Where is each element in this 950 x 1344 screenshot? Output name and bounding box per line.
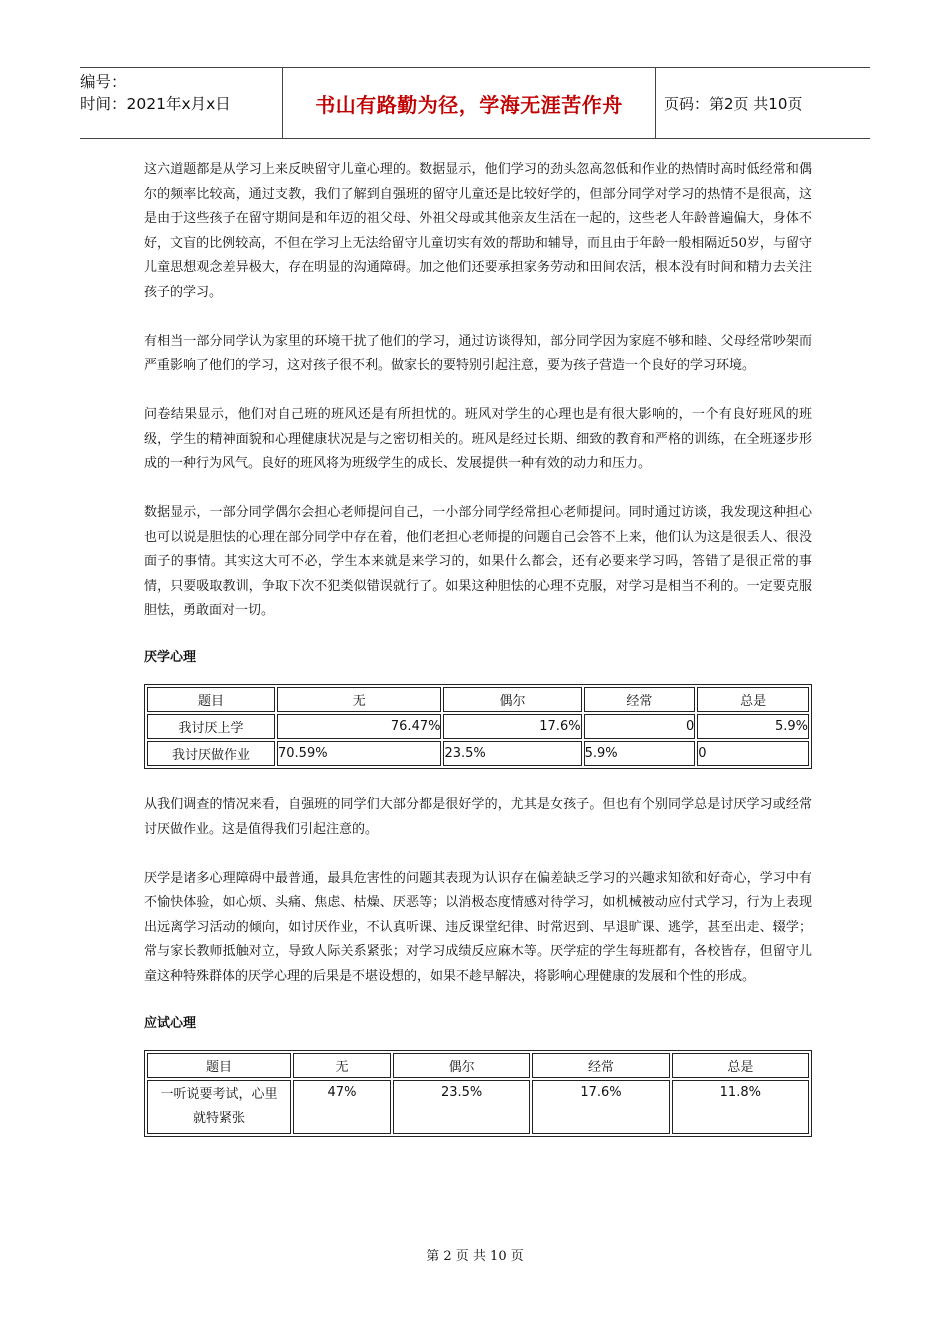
table-cell: 70.59% (277, 741, 441, 766)
table-header-row (147, 687, 809, 712)
table-cell-label: 我讨厌上学 (147, 714, 275, 739)
table-header-cell: 总是 (672, 1053, 809, 1078)
table-cell: 76.47% (277, 714, 441, 739)
table-cell: 23.5% (393, 1080, 530, 1134)
paragraph: 从我们调查的情况来看，自强班的同学们大部分都是很好学的，尤其是女孩子。但也有个别同学总是讨厌学习或经常讨厌做作业。这是值得我们引起注意的。 (144, 797, 812, 837)
table-cell: 5.9% (697, 714, 809, 739)
table-cell: 47% (293, 1080, 391, 1134)
section-title-exam-anxiety: 应试心理 (144, 1015, 197, 1031)
table-row (147, 714, 809, 739)
exam-anxiety-table (144, 1050, 812, 1137)
table-cell: 0 (697, 741, 809, 766)
table-header-cell: 无 (293, 1053, 391, 1078)
paragraph: 问卷结果显示，他们对自己班的班风还是有所担忧的。班风对学生的心理也是有很大影响的，一个有良好班风的班级，学生的精神面貌和心理健康状况是与之密切相关的。班风是经过长期、细致的教育和严格的训练，在全班逐步形成的一种行为风气。良好的班风将为班级学生的成长、发展提供一种有效的动力和压力。 (144, 407, 812, 471)
table-header-cell: 无 (277, 687, 441, 712)
table-row (147, 1080, 809, 1134)
document-body (144, 158, 812, 1161)
page-footer: 第 2 页 共 10 页 (426, 1249, 524, 1264)
document-number-label: 编号： (80, 73, 127, 91)
table-cell: 0 (584, 714, 696, 739)
table-cell: 5.9% (584, 741, 696, 766)
paragraph: 这六道题都是从学习上来反映留守儿童心理的。数据显示，他们学习的劲头忽高忽低和作业的热情时高时低经常和偶尔的频率比较高，通过支教，我们了解到自强班的留守儿童还是比较好学的，但部分同学对学习的热情不是很高，这是由于这些孩子在留守期间是和年迈的祖父母、外祖父母或其他亲友生活在一起的，这些老人年龄普遍偏大，身体不好，文盲的比例较高，不但在学习上无法给留守儿童切实有效的帮助和辅导，而且由于年龄一般相隔近50岁，与留守儿童思想观念差异极大，存在明显的沟通障碍。加之他们还要承担家务劳动和田间农活，根本没有时间和精力去关注孩子的学习。 (144, 162, 812, 300)
header-motto: 书山有路勤为径，学海无涯苦作舟 (282, 68, 656, 138)
table-header-cell: 题目 (147, 687, 275, 712)
paragraph: 厌学是诸多心理障碍中最普通，最具危害性的问题其表现为认识存在偏差缺乏学习的兴趣求知欲和好奇心，学习中有不愉快体验，如心烦、头痛、焦虑、枯燥、厌恶等；以消极态度情感对待学习，如机械被动应付式学习，行为上表现出远离学习活动的倾向，如讨厌作业，不认真听课、违反课堂纪律、时常迟到、早退旷课、逃学，甚至出走、辍学；常与家长教师抵触对立，导致人际关系紧张；对学习成绩反应麻木等。厌学症的学生每班都有，各校皆存，但留守儿童这种特殊群体的厌学心理的后果是不堪设想的，如果不趁早解决，将影响心理健康的发展和个性的形成。 (144, 870, 812, 984)
document-time-label: 时间：2021年x月x日 (80, 95, 231, 113)
table-cell-label: 我讨厌做作业 (147, 741, 275, 766)
table-header-cell: 偶尔 (443, 687, 581, 712)
table-header-cell: 题目 (147, 1053, 291, 1078)
table-header-cell: 总是 (697, 687, 809, 712)
paragraph: 数据显示，一部分同学偶尔会担心老师提问自己，一小部分同学经常担心老师提问。同时通过访谈，我发现这种担心也可以说是胆怯的心理在部分同学中存在着，他们老担心老师提的问题自己会答不上来，他们认为这是很丢人、很没面子的事情。其实这大可不必，学生本来就是来学习的，如果什么都会，还有必要来学习吗，答错了是很正常的事情，只要吸取教训，争取下次不犯类似错误就行了。如果这种胆怯的心理不克服，对学习是相当不利的。一定要克服胆怯，勇敢面对一切。 (144, 505, 812, 618)
paragraph: 有相当一部分同学认为家里的环境干扰了他们的学习，通过访谈得知，部分同学因为家庭不够和睦、父母经常吵架而严重影响了他们的学习，这对孩子很不利。做家长的要特别引起注意，要为孩子营造一个良好的学习环境。 (144, 333, 812, 373)
header-page-number: 页码：第2页 共10页 (664, 94, 803, 113)
table-cell: 11.8% (672, 1080, 809, 1134)
table-row (147, 741, 809, 766)
table-cell: 23.5% (443, 741, 581, 766)
table-cell: 17.6% (443, 714, 581, 739)
page-header (80, 67, 870, 139)
table-header-cell: 偶尔 (393, 1053, 530, 1078)
table-cell-label: 一听说要考试，心里就特紧张 (147, 1080, 291, 1134)
table-header-row (147, 1053, 809, 1078)
table-header-cell: 经常 (532, 1053, 669, 1078)
header-meta (80, 68, 282, 138)
table-header-cell: 经常 (584, 687, 696, 712)
school-aversion-table (144, 684, 812, 769)
section-title-school-aversion: 厌学心理 (144, 650, 197, 665)
table-cell: 17.6% (532, 1080, 669, 1134)
